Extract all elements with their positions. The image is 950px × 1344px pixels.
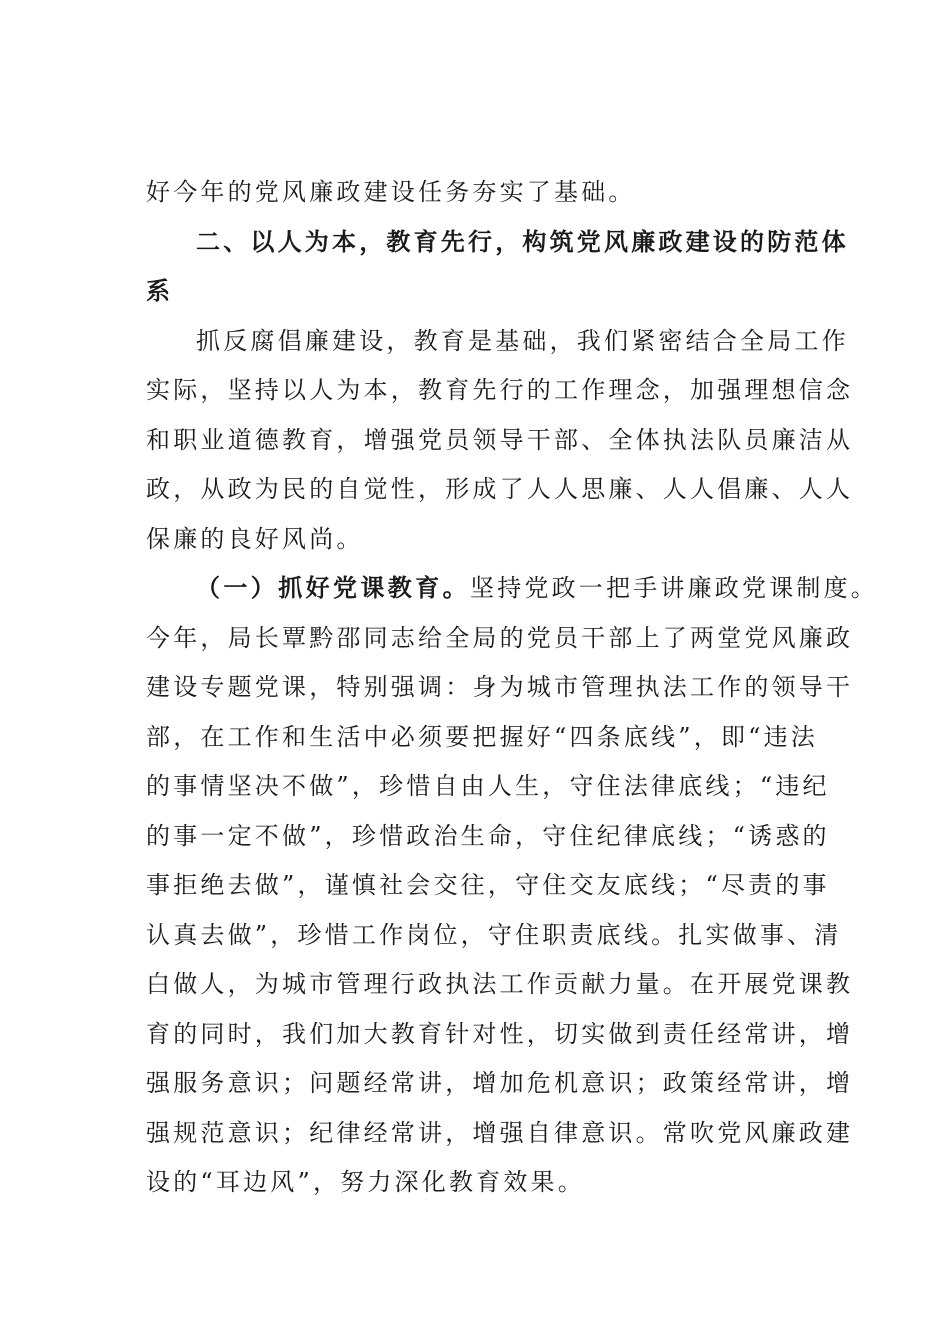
- paragraph-line: 好今年的党风廉政建设任务夯实了基础。: [146, 178, 636, 206]
- paragraph-line: 建设专题党课，特别强调：身为城市管理执法工作的领导干: [146, 673, 854, 701]
- paragraph-line: 今年，局长覃黔邵同志给全局的党员干部上了两堂党风廉政: [146, 623, 854, 652]
- paragraph-line: 强规范意识；纪律经常讲，增强自律意识。常吹党风廉政建: [146, 1118, 854, 1147]
- paragraph-line: 抓反腐倡廉建设，教育是基础，我们紧密结合全局工作: [196, 326, 849, 355]
- paragraph-line: 设的“耳边风”，努力深化教育效果。: [146, 1168, 585, 1196]
- section-heading-continued: 系: [146, 277, 174, 305]
- paragraph-line: 政，从政为民的自觉性，形成了人人思廉、人人倡廉、人人: [146, 475, 854, 503]
- paragraph-line: 认真去做”，珍惜工作岗位，守住职责底线。扎实做事、清: [146, 920, 842, 949]
- paragraph-line: 的事情坚决不做”，珍惜自由人生，守住法律底线；“违纪: [146, 772, 830, 800]
- paragraph-line: 强服务意识；问题经常讲，增加危机意识；政策经常讲，增: [146, 1069, 854, 1097]
- paragraph-line: 的事一定不做”，珍惜政治生命，守住纪律底线；“诱惑的: [146, 821, 830, 850]
- paragraph-line: 育的同时，我们加大教育针对性，切实做到责任经常讲，增: [146, 1019, 854, 1048]
- paragraph-line: 部，在工作和生活中必须要把握好“四条底线”，即“违法: [146, 722, 819, 751]
- paragraph-line: 保廉的良好风尚。: [146, 524, 364, 553]
- section-heading: 二、以人为本，教育先行，构筑党风廉政建设的防范体: [196, 227, 849, 256]
- subsection-text: 坚持党政一把手讲廉政党课制度。: [470, 574, 878, 602]
- subsection-title: （一）抓好党课教育。: [196, 574, 470, 602]
- subsection-line: [146, 564, 878, 614]
- document-body: [146, 168, 878, 1208]
- paragraph-line: 和职业道德教育，增强党员领导干部、全体执法队员廉洁从: [146, 425, 854, 454]
- paragraph-line: 事拒绝去做”，谨慎社会交往，守住交友底线；“尽责的事: [146, 871, 830, 899]
- paragraph-line: 白做人，为城市管理行政执法工作贡献力量。在开展党课教: [146, 970, 854, 998]
- paragraph-line: 实际，坚持以人为本，教育先行的工作理念，加强理想信念: [146, 376, 854, 404]
